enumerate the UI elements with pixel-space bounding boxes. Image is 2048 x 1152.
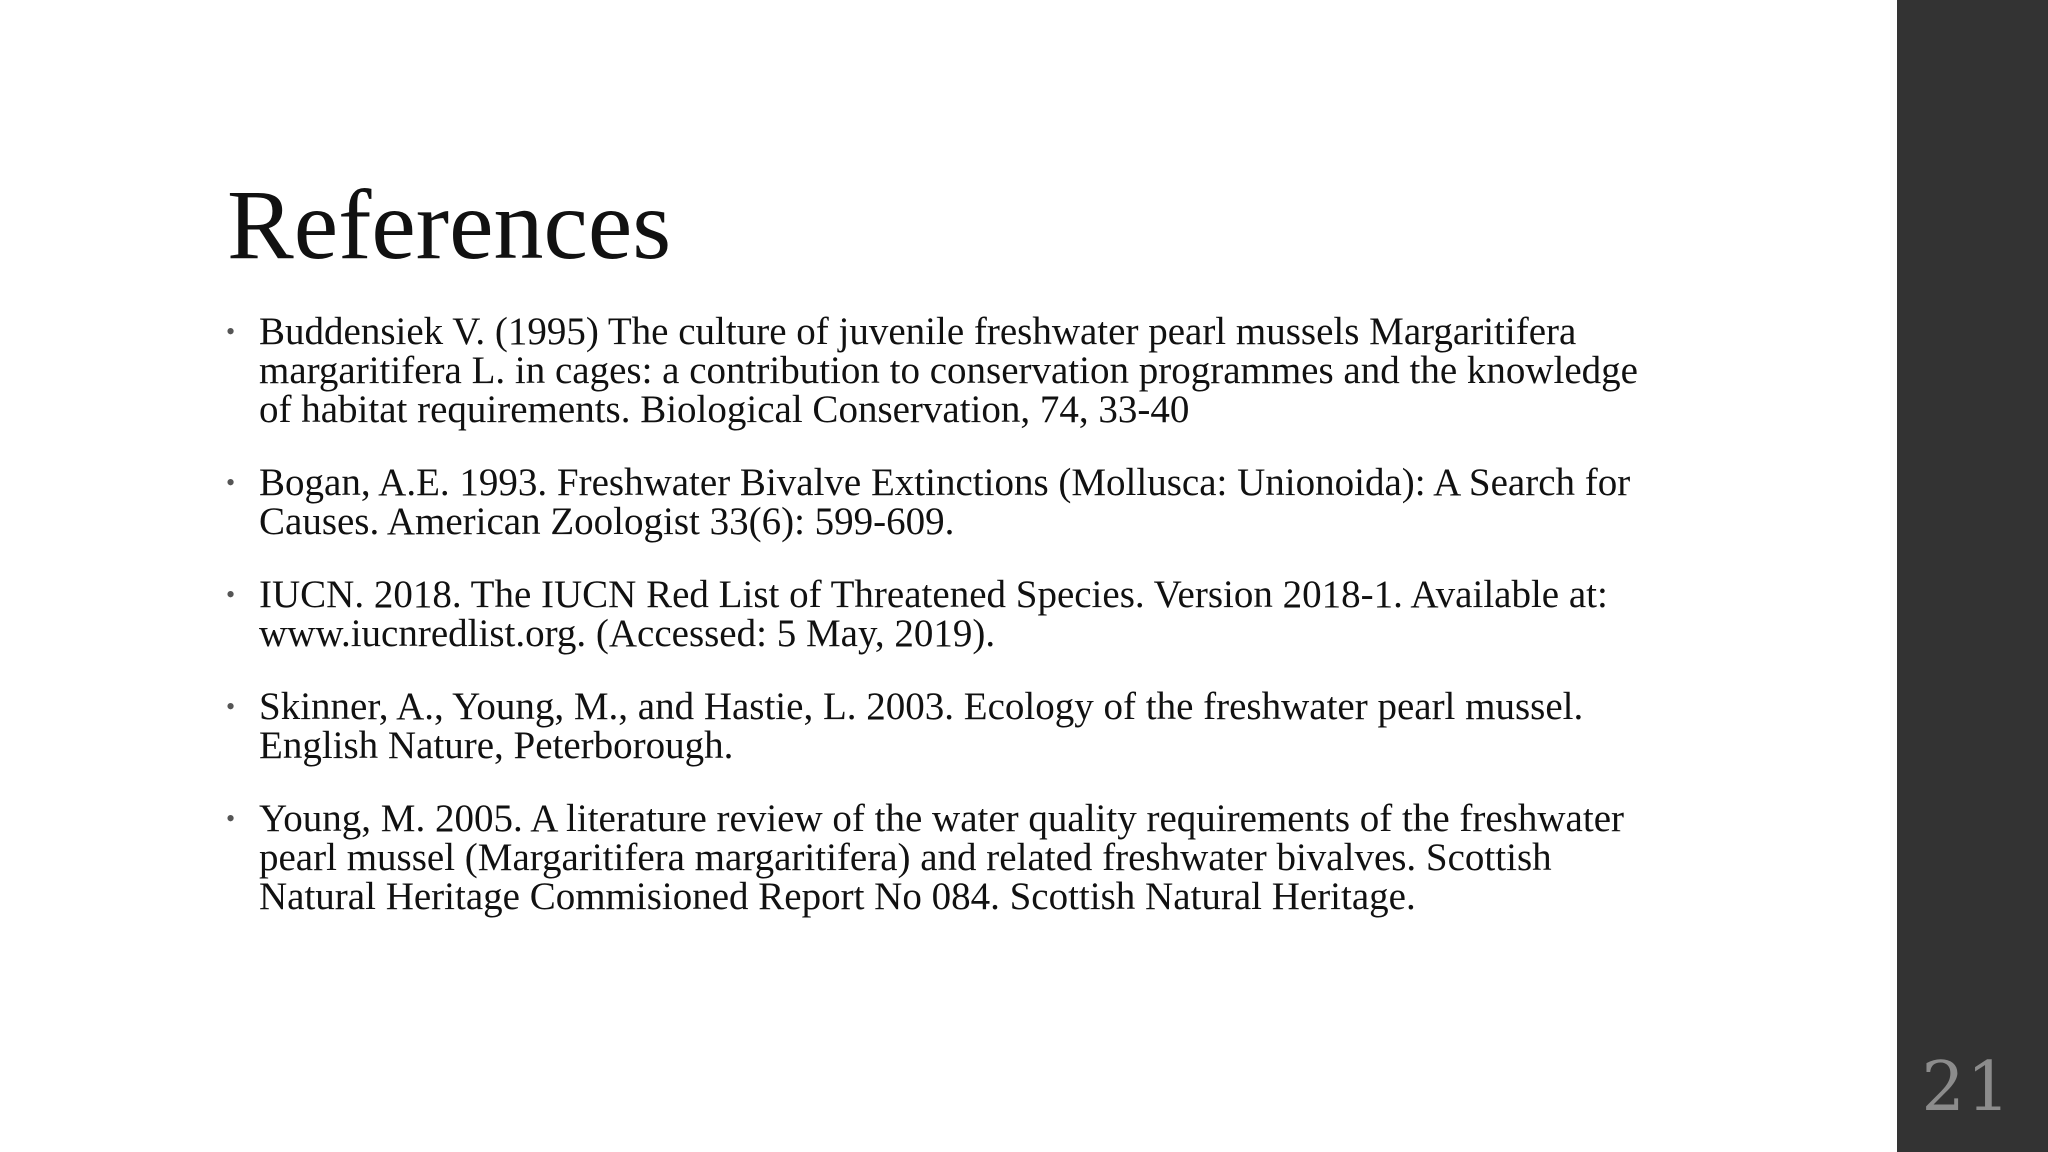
reference-text: IUCN. 2018. The IUCN Red List of Threatened Species. Version 2018-1. Available at: www.iucnredlist.org. (Accessed: 5 May, 2019). [259, 573, 1608, 655]
bullet-icon: • [226, 804, 236, 833]
bullet-icon: • [226, 317, 236, 346]
reference-list [226, 312, 1646, 950]
reference-text: Skinner, A., Young, M., and Hastie, L. 2003. Ecology of the freshwater pearl mussel. English Nature, Peterborough. [259, 685, 1584, 767]
slide-number: 21 [1921, 1048, 2012, 1127]
slide-title: References [227, 169, 672, 280]
reference-item [226, 575, 1646, 653]
reference-item [226, 799, 1646, 916]
side-bar [1897, 0, 2048, 1152]
reference-item [226, 312, 1646, 429]
reference-text: Buddensiek V. (1995) The culture of juvenile freshwater pearl mussels Margaritifera margaritifera L. in cages: a contribution to conservation programmes and the knowledge of habitat requirements. Biological Conservation, 74, 33-40 [259, 310, 1638, 431]
bullet-icon: • [226, 692, 236, 721]
reference-item [226, 687, 1646, 765]
reference-item [226, 463, 1646, 541]
bullet-icon: • [226, 468, 236, 497]
reference-text: Young, M. 2005. A literature review of the water quality requirements of the freshwater pearl mussel (Margaritifera margaritifera) and related freshwater bivalves. Scottish Natural Heritage Commisioned Report No 084. Scottish Natural Heritage. [259, 797, 1624, 918]
bullet-icon: • [226, 580, 236, 609]
reference-text: Bogan, A.E. 1993. Freshwater Bivalve Extinctions (Mollusca: Unionoida): A Search for Causes. American Zoologist 33(6): 599-609. [259, 461, 1631, 543]
